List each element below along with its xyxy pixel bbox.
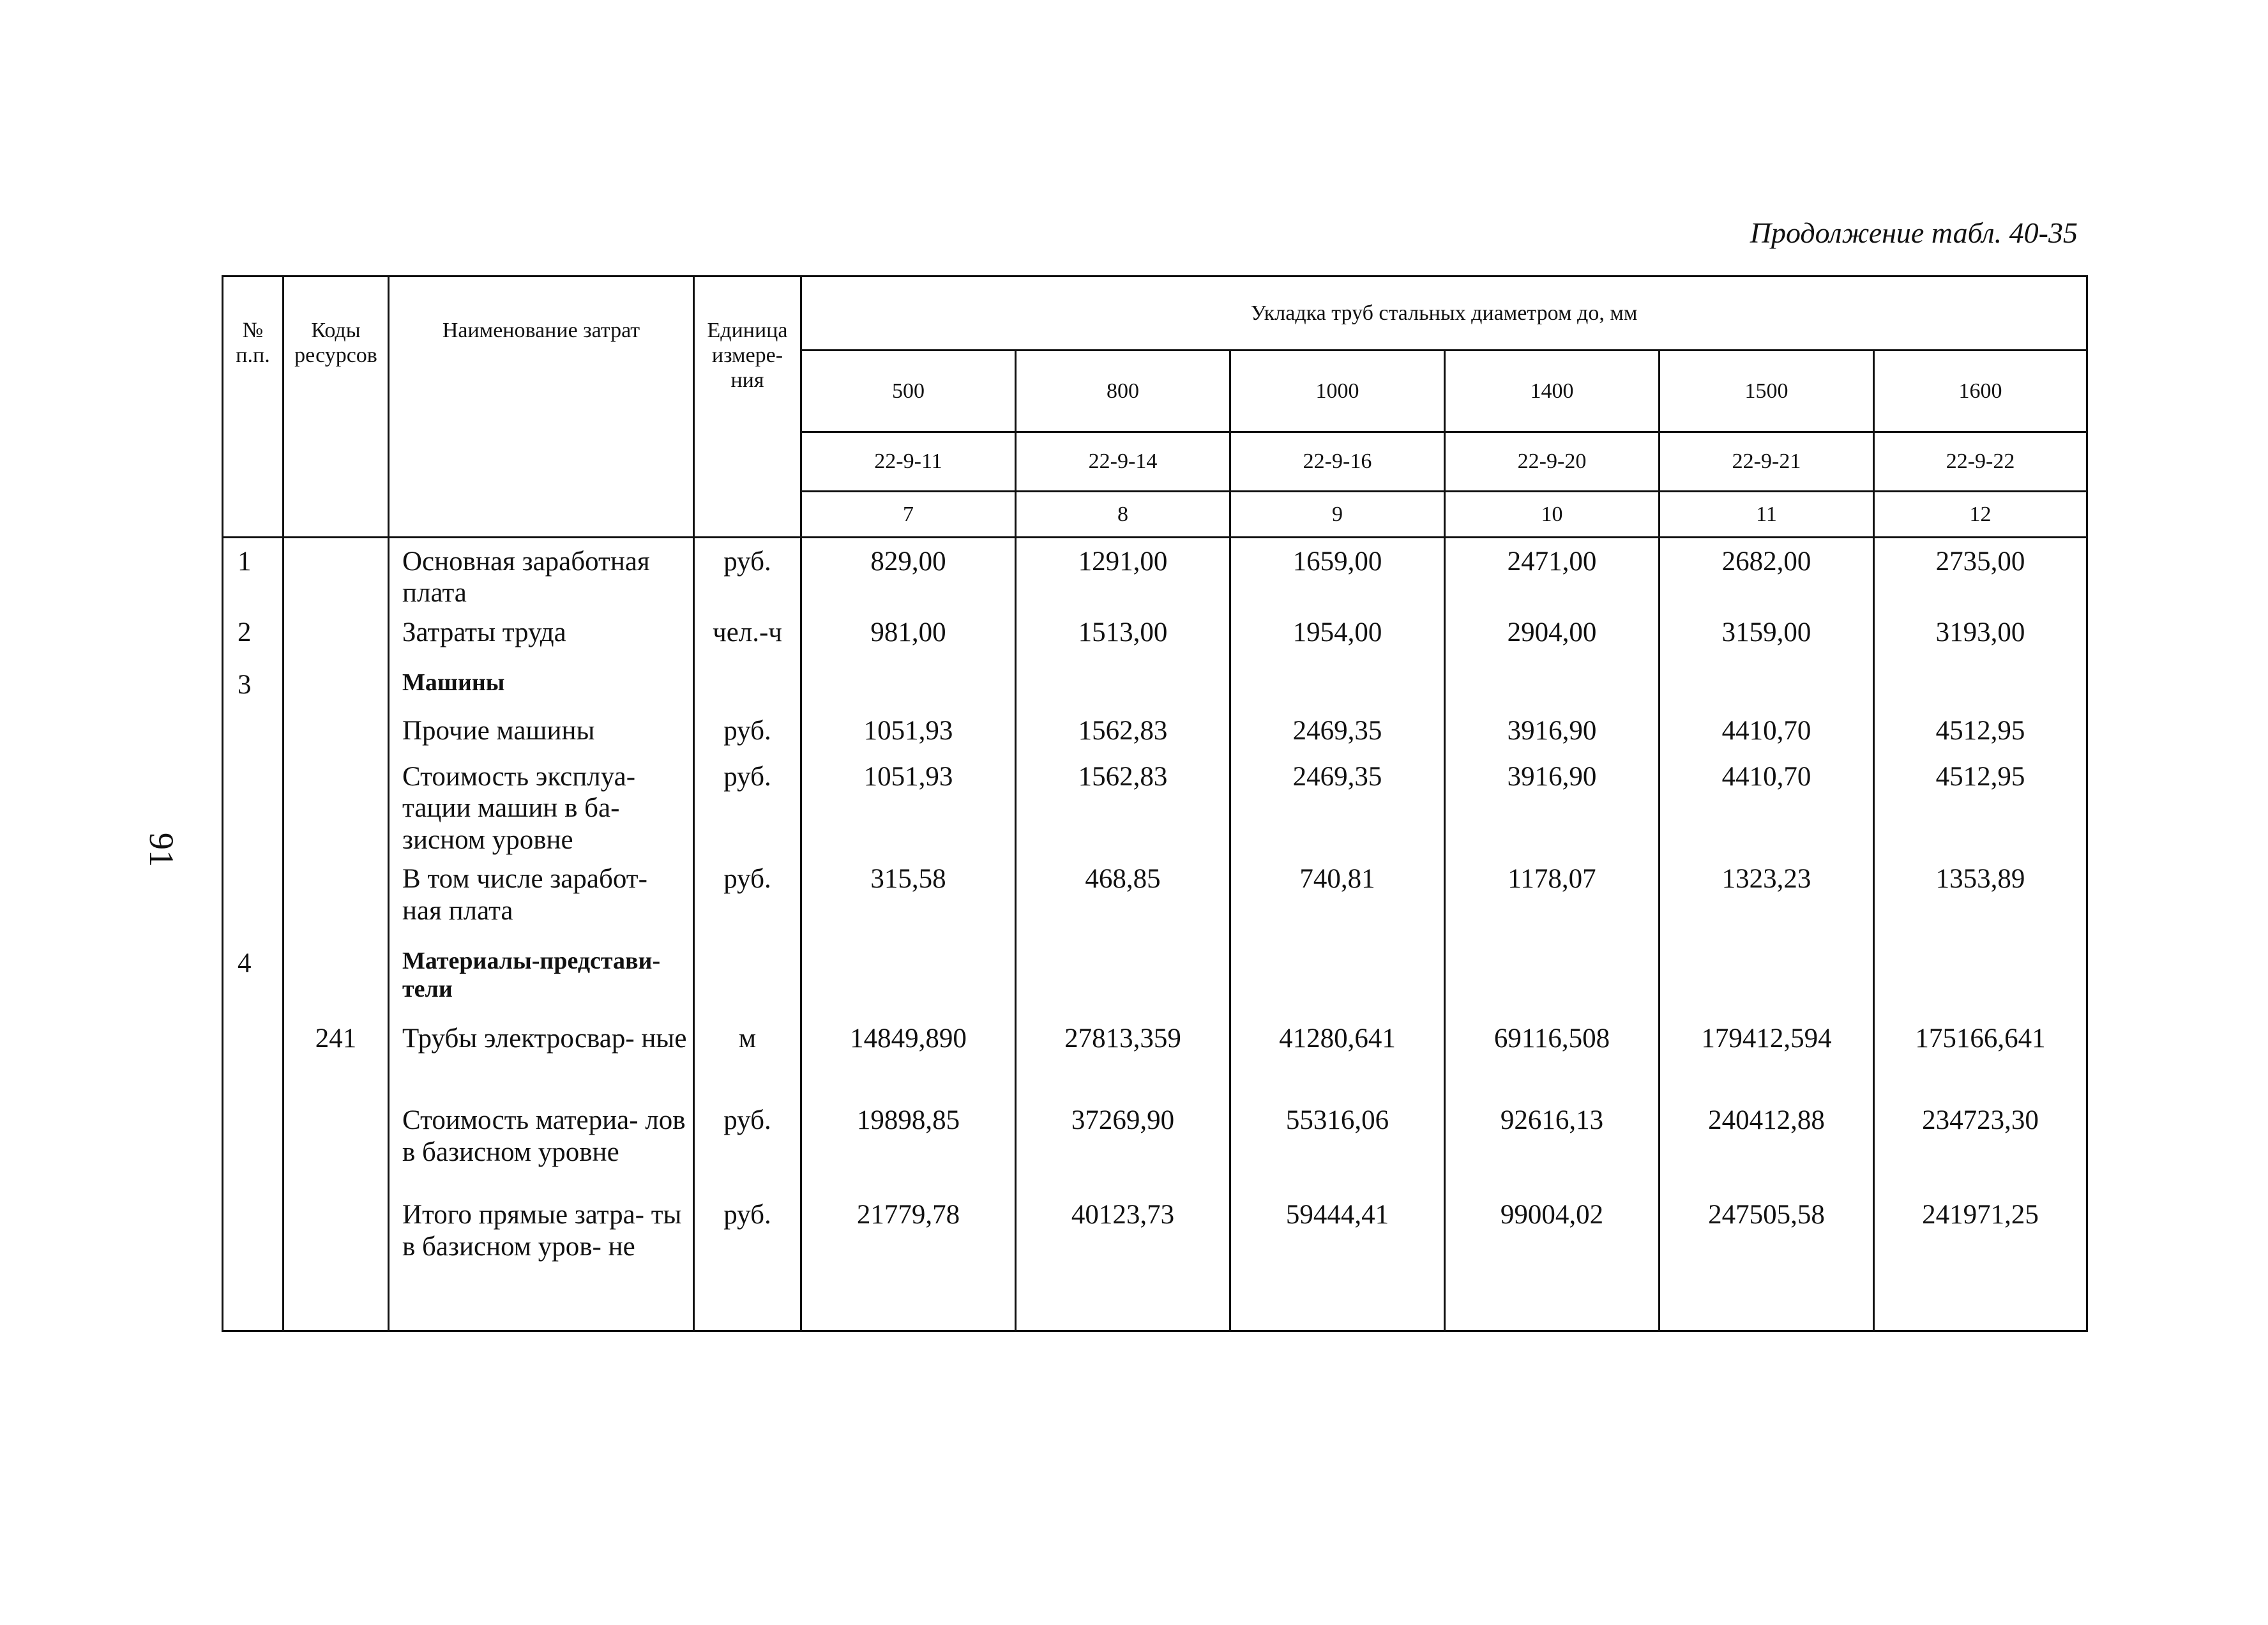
- row-index: [223, 707, 284, 753]
- row-value: 1323,23: [1659, 856, 1874, 940]
- row-unit: руб.: [694, 538, 801, 609]
- row-cost-name: Стоимость материа- лов в базисном уровне: [389, 1097, 694, 1191]
- row-resource-code: [284, 609, 389, 661]
- header-index: № п.п.: [223, 276, 284, 538]
- row-index: 1: [223, 538, 284, 609]
- row-index: [223, 753, 284, 856]
- row-value: [1874, 661, 2087, 707]
- row-section-title: Материалы-представи- тели: [389, 940, 694, 1015]
- table-row: [223, 1015, 2087, 1097]
- row-value: [801, 661, 1016, 707]
- header-unit: Единица измере- ния: [694, 276, 801, 538]
- row-value: 1562,83: [1016, 707, 1230, 753]
- row-value: [1016, 661, 1230, 707]
- header-diameter: 1000: [1230, 351, 1445, 432]
- row-value: 1513,00: [1016, 609, 1230, 661]
- row-resource-code: 241: [284, 1015, 389, 1097]
- row-value: 829,00: [801, 538, 1016, 609]
- row-unit: руб.: [694, 753, 801, 856]
- row-value: 2735,00: [1874, 538, 2087, 609]
- row-value: 1178,07: [1445, 856, 1659, 940]
- header-norm-code: 22-9-20: [1445, 432, 1659, 492]
- row-value: [1659, 661, 1874, 707]
- row-value: 1051,93: [801, 753, 1016, 856]
- row-value: [1016, 940, 1230, 1015]
- row-value: [1445, 940, 1659, 1015]
- row-value: 92616,13: [1445, 1097, 1659, 1191]
- table-row: [223, 1097, 2087, 1191]
- row-value: [1659, 940, 1874, 1015]
- header-diameter: 1500: [1659, 351, 1874, 432]
- row-resource-code: [284, 1191, 389, 1331]
- row-value: 1353,89: [1874, 856, 2087, 940]
- row-cost-name: В том числе заработ- ная плата: [389, 856, 694, 940]
- row-resource-code: [284, 1097, 389, 1191]
- row-unit: м: [694, 1015, 801, 1097]
- row-cost-name: Итого прямые затра- ты в базисном уров- не: [389, 1191, 694, 1331]
- table-row: [223, 707, 2087, 753]
- header-diameter: 800: [1016, 351, 1230, 432]
- header-norm-code: 22-9-11: [801, 432, 1016, 492]
- row-resource-code: [284, 856, 389, 940]
- row-value: 69116,508: [1445, 1015, 1659, 1097]
- row-index: [223, 1191, 284, 1331]
- row-cost-name: Трубы электросвар- ные: [389, 1015, 694, 1097]
- row-cost-name: Затраты труда: [389, 609, 694, 661]
- row-value: 240412,88: [1659, 1097, 1874, 1191]
- table-row: [223, 753, 2087, 856]
- row-value: 234723,30: [1874, 1097, 2087, 1191]
- row-resource-code: [284, 538, 389, 609]
- row-resource-code: [284, 753, 389, 856]
- row-value: [801, 940, 1016, 1015]
- header-resource-codes: Коды ресурсов: [284, 276, 389, 538]
- row-resource-code: [284, 707, 389, 753]
- row-value: 19898,85: [801, 1097, 1016, 1191]
- header-column-number: 9: [1230, 492, 1445, 538]
- row-value: 14849,890: [801, 1015, 1016, 1097]
- row-value: 3916,90: [1445, 753, 1659, 856]
- row-value: 468,85: [1016, 856, 1230, 940]
- row-resource-code: [284, 940, 389, 1015]
- row-value: [1445, 661, 1659, 707]
- header-column-number: 12: [1874, 492, 2087, 538]
- row-value: 247505,58: [1659, 1191, 1874, 1331]
- row-value: [1230, 940, 1445, 1015]
- row-value: 3193,00: [1874, 609, 2087, 661]
- table-row: [223, 940, 2087, 1015]
- row-unit: [694, 940, 801, 1015]
- table-row: [223, 1191, 2087, 1331]
- header-column-number: 11: [1659, 492, 1874, 538]
- row-value: 179412,594: [1659, 1015, 1874, 1097]
- header-norm-code: 22-9-21: [1659, 432, 1874, 492]
- row-unit: руб.: [694, 707, 801, 753]
- row-cost-name: Прочие машины: [389, 707, 694, 753]
- header-diameter: 500: [801, 351, 1016, 432]
- row-value: 241971,25: [1874, 1191, 2087, 1331]
- row-value: 175166,641: [1874, 1015, 2087, 1097]
- table-continuation-label: Продолжение табл. 40-35: [1750, 216, 2078, 249]
- row-value: 4410,70: [1659, 753, 1874, 856]
- row-value: 3159,00: [1659, 609, 1874, 661]
- row-index: [223, 1015, 284, 1097]
- header-column-number: 10: [1445, 492, 1659, 538]
- row-value: 740,81: [1230, 856, 1445, 940]
- row-value: 2682,00: [1659, 538, 1874, 609]
- table-row: [223, 856, 2087, 940]
- row-index: 2: [223, 609, 284, 661]
- row-unit: руб.: [694, 1191, 801, 1331]
- row-unit: чел.-ч: [694, 609, 801, 661]
- row-value: 2469,35: [1230, 753, 1445, 856]
- row-value: 4410,70: [1659, 707, 1874, 753]
- header-norm-code: 22-9-14: [1016, 432, 1230, 492]
- row-cost-name: Стоимость эксплуа- тации машин в ба- зисном уровне: [389, 753, 694, 856]
- row-value: 1659,00: [1230, 538, 1445, 609]
- row-value: [1230, 661, 1445, 707]
- row-value: 4512,95: [1874, 753, 2087, 856]
- row-value: 2471,00: [1445, 538, 1659, 609]
- row-index: [223, 1097, 284, 1191]
- row-value: 315,58: [801, 856, 1016, 940]
- row-unit: руб.: [694, 1097, 801, 1191]
- row-value: 2904,00: [1445, 609, 1659, 661]
- row-index: [223, 856, 284, 940]
- header-norm-code: 22-9-16: [1230, 432, 1445, 492]
- row-value: 4512,95: [1874, 707, 2087, 753]
- row-value: 1954,00: [1230, 609, 1445, 661]
- row-value: 27813,359: [1016, 1015, 1230, 1097]
- row-value: 21779,78: [801, 1191, 1016, 1331]
- row-section-title: Машины: [389, 661, 694, 707]
- row-value: 59444,41: [1230, 1191, 1445, 1331]
- row-unit: руб.: [694, 856, 801, 940]
- page-number: 91: [142, 833, 181, 867]
- row-value: 37269,90: [1016, 1097, 1230, 1191]
- row-value: 55316,06: [1230, 1097, 1445, 1191]
- row-value: 1562,83: [1016, 753, 1230, 856]
- row-index: 3: [223, 661, 284, 707]
- table-row: [223, 538, 2087, 609]
- row-unit: [694, 661, 801, 707]
- header-diameter: 1600: [1874, 351, 2087, 432]
- header-cost-name: Наименование затрат: [389, 276, 694, 538]
- table-row: [223, 609, 2087, 661]
- header-diameter: 1400: [1445, 351, 1659, 432]
- header-group-title: Укладка труб стальных диаметром до, мм: [801, 276, 2087, 351]
- row-resource-code: [284, 661, 389, 707]
- table-row: [223, 661, 2087, 707]
- header-column-number: 8: [1016, 492, 1230, 538]
- row-value: 2469,35: [1230, 707, 1445, 753]
- row-value: 981,00: [801, 609, 1016, 661]
- row-value: 1051,93: [801, 707, 1016, 753]
- row-cost-name: Основная заработная плата: [389, 538, 694, 609]
- header-norm-code: 22-9-22: [1874, 432, 2087, 492]
- row-value: [1874, 940, 2087, 1015]
- row-index: 4: [223, 940, 284, 1015]
- row-value: 1291,00: [1016, 538, 1230, 609]
- row-value: 3916,90: [1445, 707, 1659, 753]
- header-column-number: 7: [801, 492, 1016, 538]
- row-value: 41280,641: [1230, 1015, 1445, 1097]
- row-value: 99004,02: [1445, 1191, 1659, 1331]
- cost-table: [222, 275, 2088, 1332]
- row-value: 40123,73: [1016, 1191, 1230, 1331]
